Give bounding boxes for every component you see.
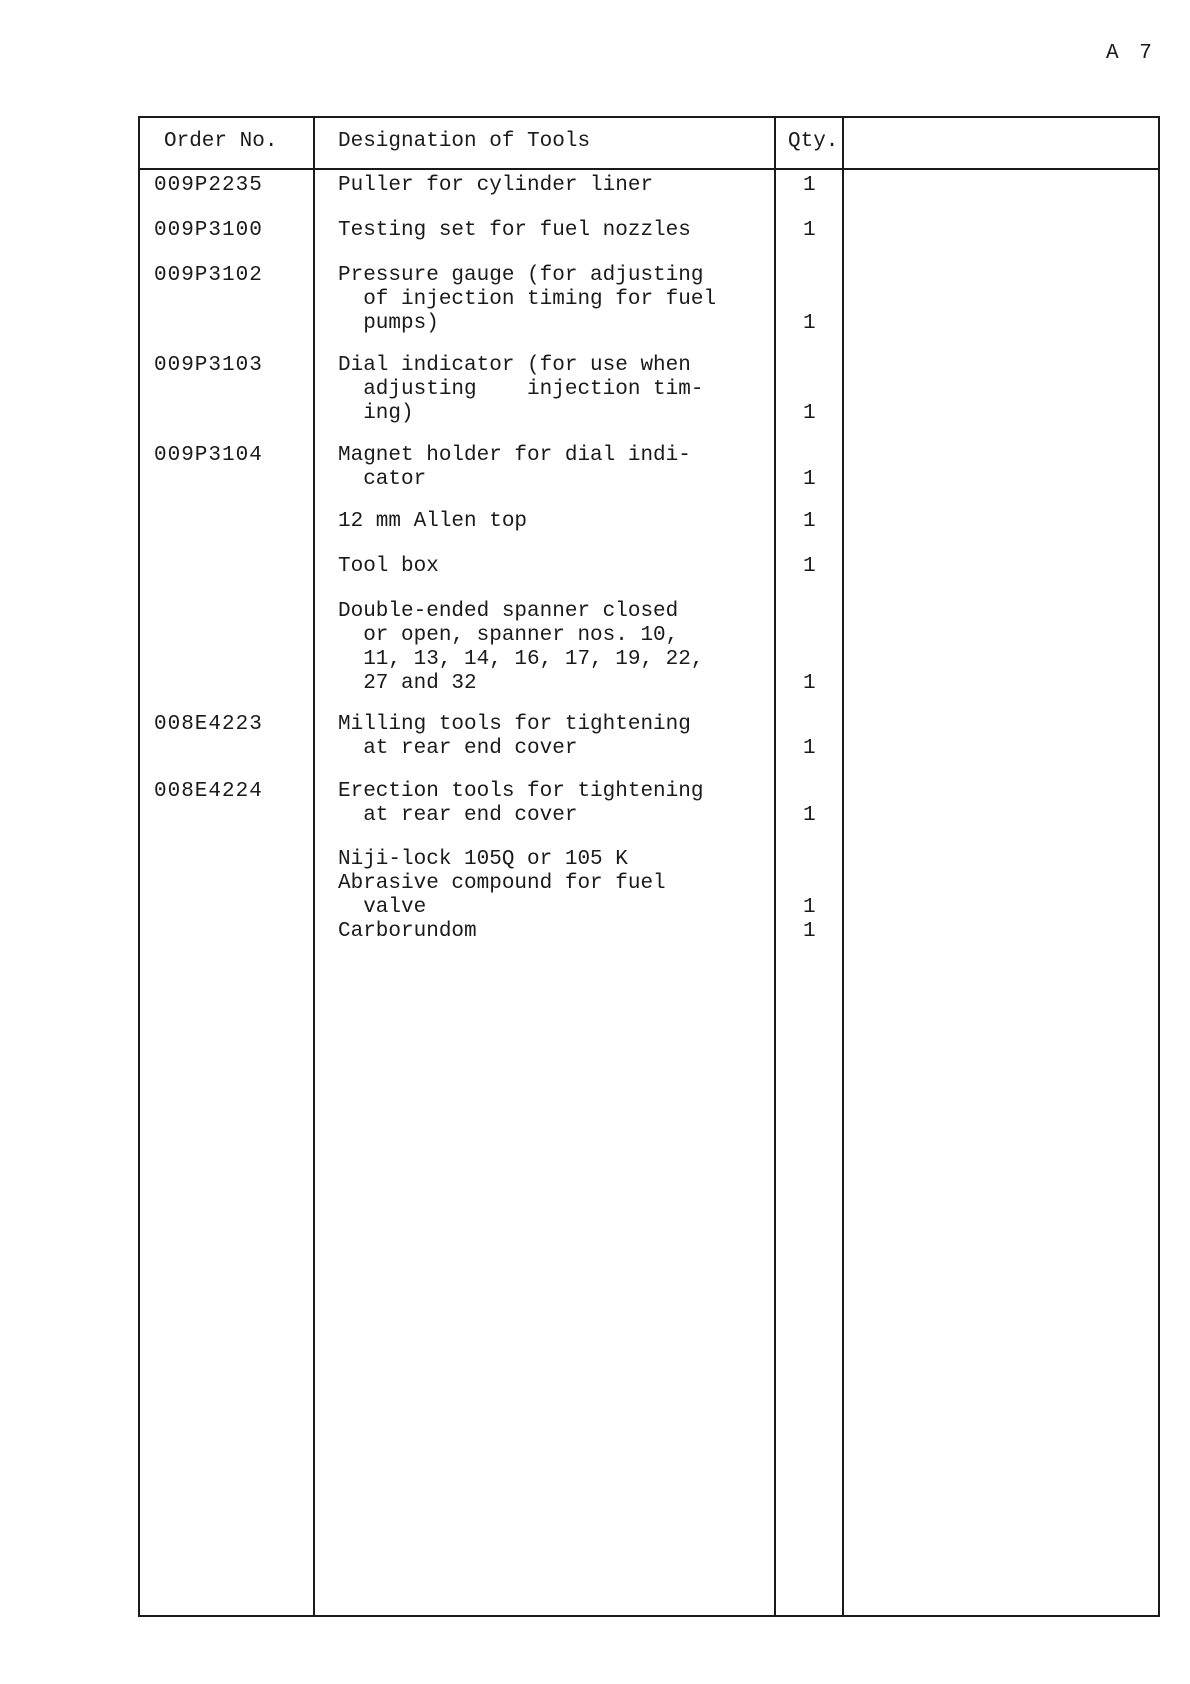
- designation: [338, 780, 778, 828]
- designation: [338, 219, 778, 243]
- order-number: 008E4224: [154, 780, 263, 803]
- quantity: 1: [803, 402, 816, 425]
- quantity: 1 1: [803, 896, 816, 943]
- designation: [338, 510, 778, 534]
- tools-table: [138, 116, 1160, 1617]
- quantity: 1: [803, 804, 816, 827]
- designation-line: at rear end cover: [338, 737, 578, 760]
- quantity: 1: [803, 672, 816, 695]
- order-number: 009P3102: [154, 264, 263, 287]
- designation: [338, 848, 778, 944]
- designation-line: Abrasive compound for fuel: [338, 872, 666, 895]
- column-divider: [842, 118, 844, 1615]
- designation: [338, 713, 778, 761]
- designation-line: ing): [338, 402, 414, 425]
- designation-line: 11, 13, 14, 16, 17, 19, 22,: [338, 648, 704, 671]
- designation-line: of injection timing for fuel: [338, 288, 717, 311]
- header-designation: Designation of Tools: [338, 130, 591, 153]
- order-number: 009P3103: [154, 354, 263, 377]
- designation-line: Erection tools for tightening: [338, 780, 704, 803]
- designation: [338, 354, 778, 426]
- header-order-no: Order No.: [164, 130, 278, 153]
- designation: [338, 444, 778, 492]
- designation-line: Tool box: [338, 555, 439, 578]
- quantity: 1: [803, 174, 816, 197]
- designation-line: 12 mm Allen top: [338, 510, 528, 533]
- designation-line: valve: [338, 896, 427, 919]
- designation-line: Pressure gauge (for adjusting: [338, 264, 704, 287]
- designation-line: Puller for cylinder liner: [338, 174, 654, 197]
- designation-line: Milling tools for tightening: [338, 713, 691, 736]
- designation-line: at rear end cover: [338, 804, 578, 827]
- designation-line: Testing set for fuel nozzles: [338, 219, 691, 242]
- order-number: 009P3100: [154, 219, 263, 242]
- page-number: A 7: [1106, 42, 1156, 65]
- quantity: 1: [803, 312, 816, 335]
- designation-line: Magnet holder for dial indi-: [338, 444, 691, 467]
- order-number: 008E4223: [154, 713, 263, 736]
- designation-line: Dial indicator (for use when: [338, 354, 691, 377]
- order-number: 009P2235: [154, 174, 263, 197]
- designation-line: or open, spanner nos. 10,: [338, 624, 679, 647]
- quantity: 1: [803, 737, 816, 760]
- designation-line: adjusting injection tim-: [338, 378, 704, 401]
- quantity: 1: [803, 468, 816, 491]
- designation-line: Niji-lock 105Q or 105 K: [338, 848, 628, 871]
- header-divider: [140, 168, 1158, 170]
- quantity: 1: [803, 219, 816, 242]
- designation-line: Carborundom: [338, 920, 477, 943]
- column-divider: [313, 118, 315, 1615]
- designation: [338, 264, 778, 336]
- designation-line: pumps): [338, 312, 439, 335]
- designation: [338, 600, 778, 696]
- designation-line: Double-ended spanner closed: [338, 600, 679, 623]
- order-number: 009P3104: [154, 444, 263, 467]
- header-qty: Qty.: [788, 130, 839, 153]
- designation-line: 27 and 32: [338, 672, 477, 695]
- designation: [338, 174, 778, 198]
- designation-line: cator: [338, 468, 427, 491]
- designation: [338, 555, 778, 579]
- quantity: 1: [803, 555, 816, 578]
- quantity: 1: [803, 510, 816, 533]
